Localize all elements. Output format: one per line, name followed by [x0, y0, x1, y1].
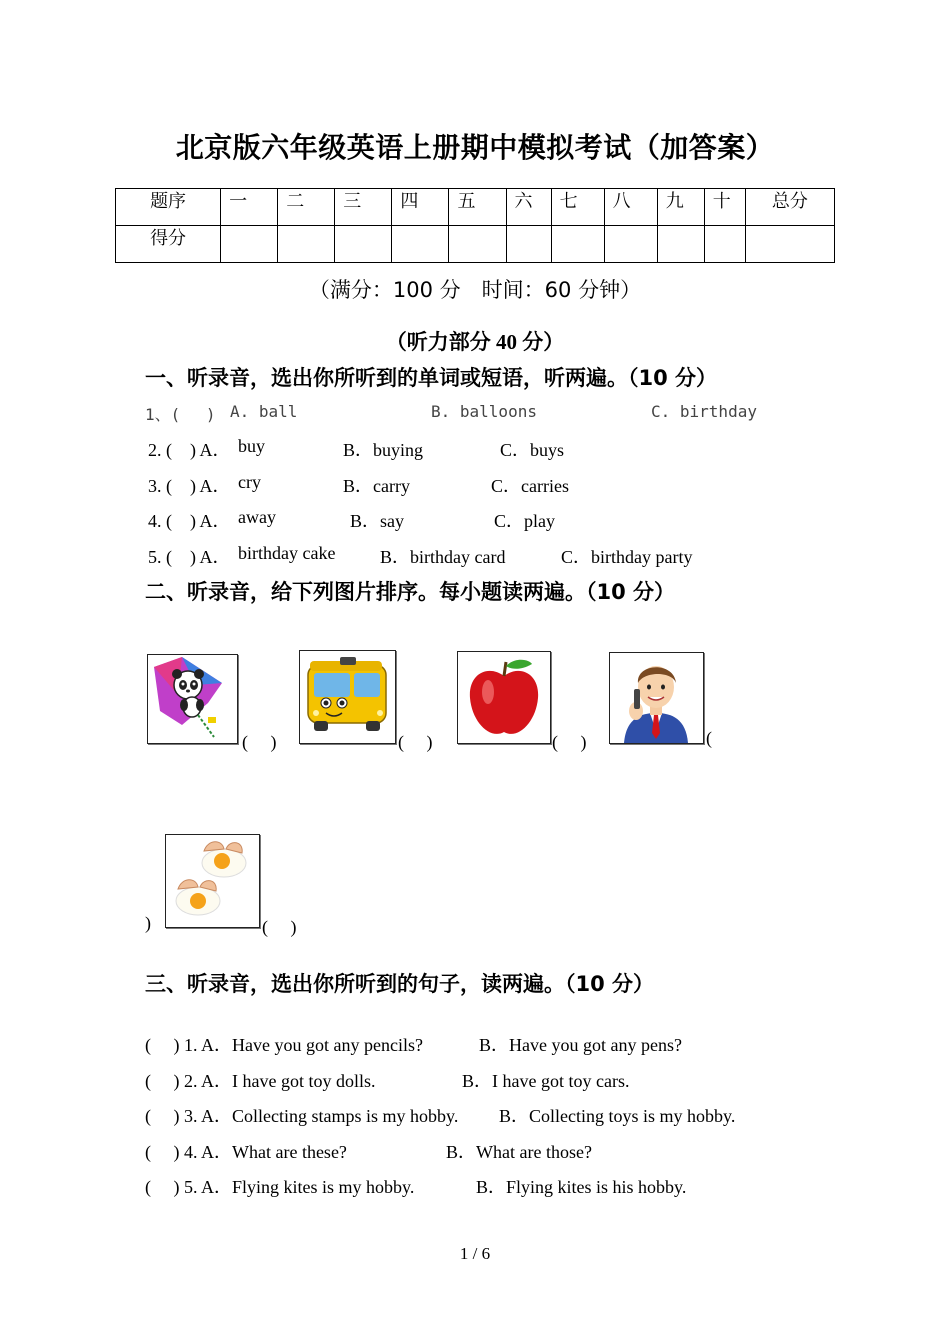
score-cell: 四	[392, 189, 449, 226]
man-icon	[610, 653, 703, 743]
q4-prefix: 4. ( ) A．	[148, 511, 231, 531]
answer-paren-open[interactable]: (	[706, 728, 712, 748]
answer-paren[interactable]: ( )	[262, 917, 297, 937]
score-cell: 七	[551, 189, 604, 226]
q1-option-a: A. ball	[230, 402, 298, 421]
score-label: 得分	[116, 226, 221, 263]
score-table	[115, 188, 835, 263]
section1-heading: 一、听录音，选出你所听到的单词或短语，听两遍。（10 分）	[145, 366, 718, 390]
score-cell: 二	[278, 189, 335, 226]
q3-option-c: C．carries	[491, 476, 569, 496]
q2-option-b: B．buying	[343, 440, 424, 460]
score-cell: 一	[221, 189, 278, 226]
bus-icon	[300, 651, 395, 743]
score-cell: 总分	[745, 189, 834, 226]
score-cell: 九	[657, 189, 704, 226]
answer-paren[interactable]: ( )	[242, 732, 277, 752]
s3-item-2-a: ( ) 2. A．I have got toy dolls.	[145, 1071, 376, 1091]
s3-item-1-a: ( ) 1. A．Have you got any pencils?	[145, 1035, 423, 1055]
s3-item-5-a: ( ) 5. A．Flying kites is my hobby.	[145, 1177, 415, 1197]
score-blank[interactable]	[392, 226, 449, 263]
apple-icon	[458, 652, 550, 743]
q4-option-c: C．play	[494, 511, 555, 531]
score-blank[interactable]	[449, 226, 506, 263]
page-number: 1 / 6	[459, 1244, 491, 1263]
q5-option-a: birthday cake	[238, 543, 336, 563]
score-blank[interactable]	[551, 226, 604, 263]
q1-option-b: B. balloons	[431, 402, 537, 421]
q1-option-c: C. birthday	[651, 402, 757, 421]
score-cell: 三	[335, 189, 392, 226]
s3-item-3-b: B．Collecting toys is my hobby.	[499, 1106, 736, 1126]
q5-option-c: C．birthday party	[561, 547, 693, 567]
eggs-picture	[165, 834, 260, 928]
q3-option-a: cry	[238, 472, 261, 492]
score-blank[interactable]	[745, 226, 834, 263]
egg-icon	[166, 835, 259, 927]
answer-paren[interactable]: ( )	[398, 732, 433, 752]
q3-prefix: 3. ( ) A．	[148, 476, 231, 496]
s3-item-4-b: B．What are those?	[446, 1142, 592, 1162]
score-blank[interactable]	[657, 226, 704, 263]
q5-prefix: 5. ( ) A．	[148, 547, 231, 567]
score-blank[interactable]	[278, 226, 335, 263]
s3-item-2-b: B．I have got toy cars.	[462, 1071, 630, 1091]
answer-paren[interactable]: ( )	[552, 732, 587, 752]
answer-paren-close: )	[145, 913, 151, 933]
q4-option-a: away	[238, 507, 276, 527]
q2-option-a: buy	[238, 436, 265, 456]
page-title: 北京版六年级英语上册期中模拟考试（加答案）	[175, 131, 775, 164]
score-cell: 八	[604, 189, 657, 226]
score-value-row	[116, 226, 835, 263]
q1-prefix: 1、( )	[145, 405, 216, 424]
score-cell: 五	[449, 189, 506, 226]
q2-option-c: C．buys	[500, 440, 565, 460]
man-picture	[609, 652, 704, 744]
score-blank[interactable]	[335, 226, 392, 263]
s3-item-4-a: ( ) 4. A．What are these?	[145, 1142, 347, 1162]
score-blank[interactable]	[604, 226, 657, 263]
score-cell: 题序	[116, 189, 221, 226]
full-marks-note: （满分：100 分 时间：60 分钟）	[308, 278, 642, 302]
q4-option-b: B．say	[350, 511, 404, 531]
panda-kite-picture	[147, 654, 238, 744]
score-cell: 十	[704, 189, 745, 226]
score-blank[interactable]	[704, 226, 745, 263]
s3-item-1-b: B．Have you got any pens?	[479, 1035, 682, 1055]
q2-prefix: 2. ( ) A．	[148, 440, 231, 460]
q5-option-b: B．birthday card	[380, 547, 506, 567]
section3-heading: 三、听录音，选出你所听到的句子，读两遍。（10 分）	[145, 972, 655, 996]
s3-item-5-b: B．Flying kites is his hobby.	[476, 1177, 687, 1197]
score-header-row	[116, 189, 835, 226]
score-cell: 六	[506, 189, 551, 226]
kite-icon	[148, 655, 237, 743]
q3-option-b: B．carry	[343, 476, 410, 496]
apple-picture	[457, 651, 551, 744]
score-blank[interactable]	[506, 226, 551, 263]
score-blank[interactable]	[221, 226, 278, 263]
s3-item-3-a: ( ) 3. A．Collecting stamps is my hobby.	[145, 1106, 459, 1126]
section2-heading: 二、听录音，给下列图片排序。每小题读两遍。（10 分）	[145, 580, 676, 604]
bus-picture	[299, 650, 396, 744]
listening-header: （听力部分 40 分）	[385, 330, 565, 354]
